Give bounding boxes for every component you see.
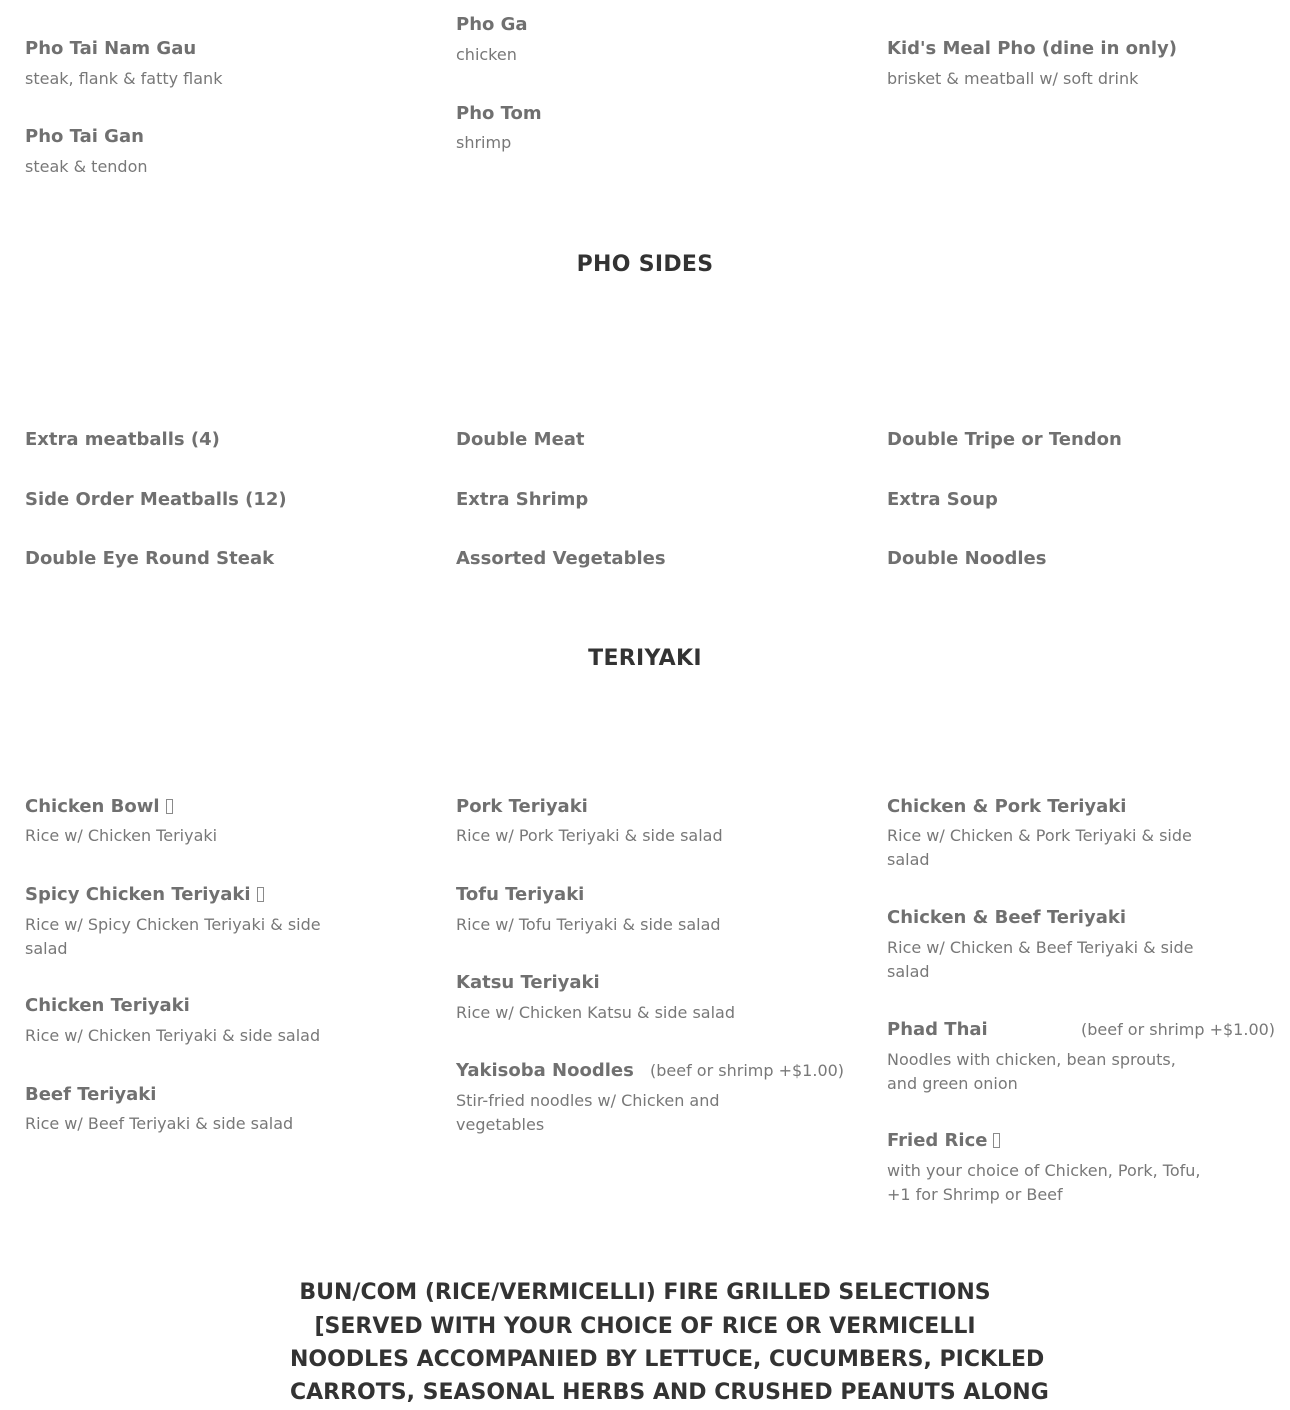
menu-item-price: (beef or shrimp +$1.00) xyxy=(650,1061,845,1080)
section-title-bun-com: BUN/COM (RICE/VERMICELLI) FIRE GRILLED SELECTIONS xyxy=(299,1280,991,1305)
menu-item-desc: Rice w/ Chicken & Pork Teriyaki & side salad xyxy=(887,826,1192,869)
menu-item-desc: Rice w/ Chicken Katsu & side salad xyxy=(456,1003,735,1022)
menu-item-desc: steak & tendon xyxy=(25,157,148,176)
menu-item-name: Kid's Meal Pho (dine in only) xyxy=(887,38,1177,59)
menu-item-name: Double Noodles xyxy=(887,548,1047,569)
menu-item-name xyxy=(887,1130,1000,1152)
menu-item-name: Tofu Teriyaki xyxy=(456,884,585,905)
menu-item-desc: Rice w/ Pork Teriyaki & side salad xyxy=(456,826,723,845)
menu-item-name: Double Tripe or Tendon xyxy=(887,429,1122,450)
menu-item-desc: steak, flank & fatty flank xyxy=(25,69,223,88)
menu-item-desc: Rice w/ Spicy Chicken Teriyaki & side salad xyxy=(25,915,321,958)
spicy-icon xyxy=(257,887,264,902)
menu-item-name: Pho Ga xyxy=(456,14,528,35)
menu-item-name xyxy=(25,884,264,906)
menu-item-desc: with your choice of Chicken, Pork, Tofu, +1 for Shrimp or Beef xyxy=(887,1161,1201,1204)
spicy-icon xyxy=(166,799,173,814)
menu-item-desc: Rice w/ Chicken Teriyaki xyxy=(25,826,218,845)
menu-item-name: Assorted Vegetables xyxy=(456,548,666,569)
menu-item-desc: Noodles with chicken, bean sprouts, and green onion xyxy=(887,1050,1176,1093)
menu-item-desc: Rice w/ Chicken & Beef Teriyaki & side salad xyxy=(887,938,1194,981)
menu-item-desc: Rice w/ Tofu Teriyaki & side salad xyxy=(456,915,721,934)
menu-item-name: Pork Teriyaki xyxy=(456,796,588,817)
menu-item-desc: Stir-fried noodles w/ Chicken and vegetables xyxy=(456,1091,720,1134)
menu-item-name: Chicken & Pork Teriyaki xyxy=(887,796,1127,817)
menu-item-name: Pho Tom xyxy=(456,103,542,124)
menu-item-name: Yakisoba Noodles xyxy=(456,1060,634,1081)
menu-item-name: Extra Soup xyxy=(887,489,998,510)
menu-item-name: Side Order Meatballs (12) xyxy=(25,489,287,510)
menu-item-name-text: Chicken Bowl xyxy=(25,796,160,817)
menu-item-desc: Rice w/ Beef Teriyaki & side salad xyxy=(25,1114,294,1133)
menu-item-name-text: Spicy Chicken Teriyaki xyxy=(25,884,251,905)
section-subtitle-line: [SERVED WITH YOUR CHOICE OF RICE OR VERMICELLI xyxy=(314,1314,976,1339)
menu-item-name: Pho Tai Gan xyxy=(25,126,144,147)
section-title-pho-sides: PHO SIDES xyxy=(576,252,714,277)
menu-item-name: Extra meatballs (4) xyxy=(25,429,220,450)
menu-item-name: Chicken & Beef Teriyaki xyxy=(887,907,1127,928)
spicy-icon xyxy=(993,1133,1000,1148)
section-title-teriyaki: TERIYAKI xyxy=(588,646,702,671)
menu-item-name xyxy=(25,796,173,818)
menu-item-name: Katsu Teriyaki xyxy=(456,972,600,993)
menu-item-desc: shrimp xyxy=(456,133,512,152)
menu-item-desc: brisket & meatball w/ soft drink xyxy=(887,69,1139,88)
menu-item-name: Phad Thai xyxy=(887,1019,988,1040)
menu-item-name: Beef Teriyaki xyxy=(25,1084,157,1105)
menu-item-name: Pho Tai Nam Gau xyxy=(25,38,197,59)
menu-item-desc: chicken xyxy=(456,45,517,64)
menu-item-price: (beef or shrimp +$1.00) xyxy=(1081,1020,1276,1039)
menu-item-name: Chicken Teriyaki xyxy=(25,995,190,1016)
menu-item-name: Double Eye Round Steak xyxy=(25,548,275,569)
menu-item-name: Double Meat xyxy=(456,429,585,450)
section-subtitle-line: CARROTS, SEASONAL HERBS AND CRUSHED PEANUTS ALONG xyxy=(290,1380,1049,1405)
section-subtitle-line: NOODLES ACCOMPANIED BY LETTUCE, CUCUMBERS, PICKLED xyxy=(290,1347,1045,1372)
menu-item-name-text: Fried Rice xyxy=(887,1130,988,1151)
menu-item-name: Extra Shrimp xyxy=(456,489,589,510)
menu-item-desc: Rice w/ Chicken Teriyaki & side salad xyxy=(25,1026,321,1045)
